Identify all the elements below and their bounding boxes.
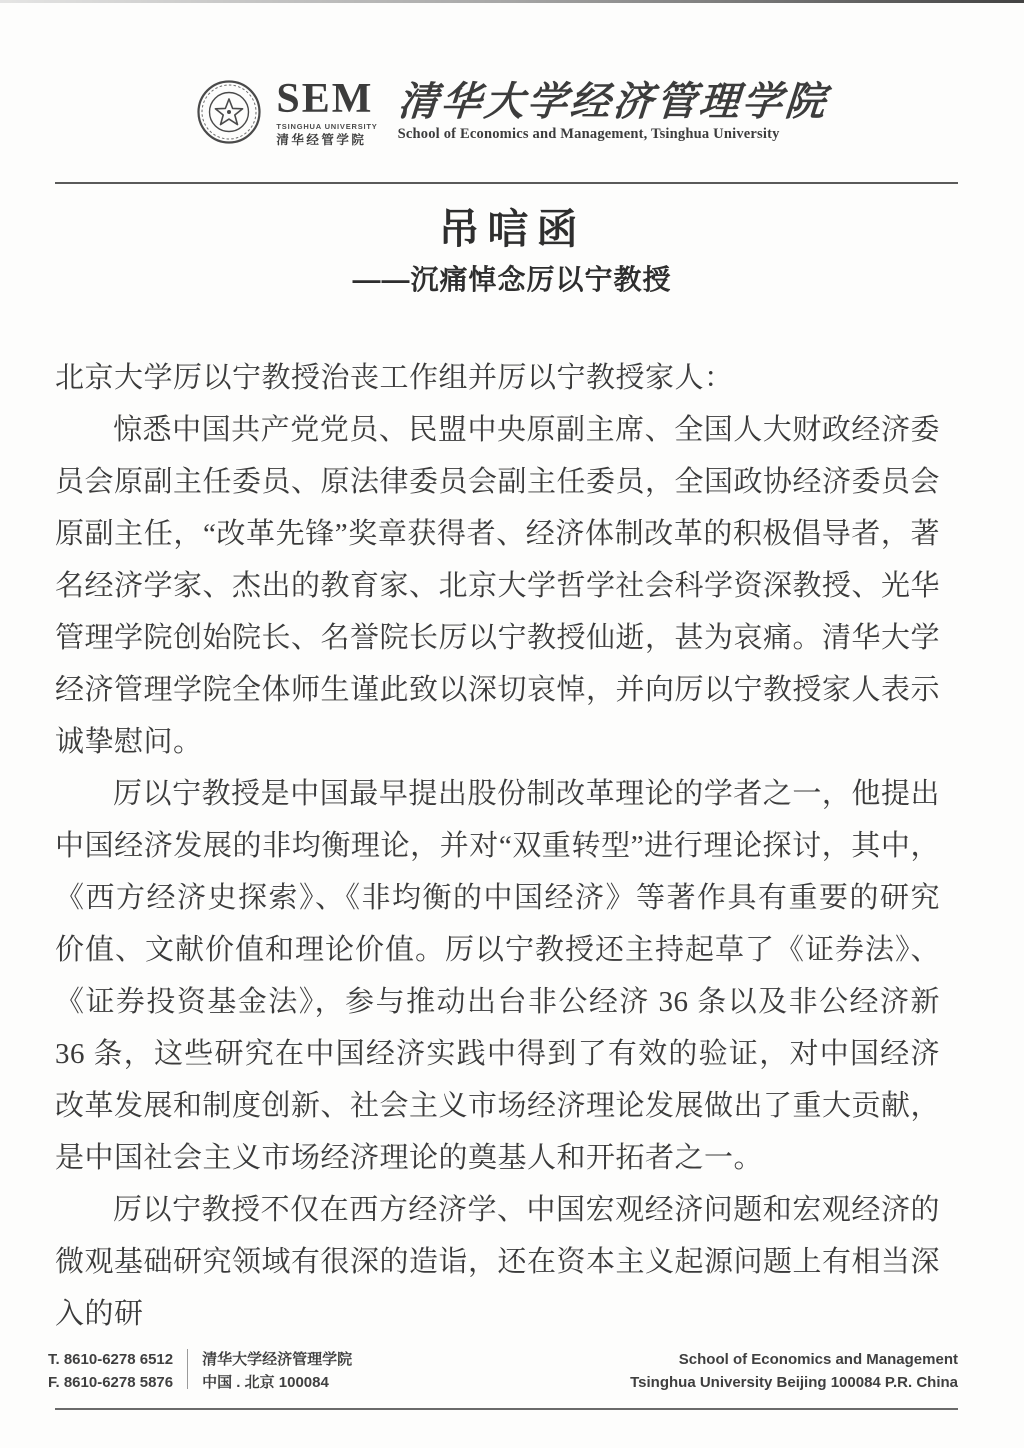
scan-artifact-top-edge: [0, 0, 1024, 3]
salutation-line: 北京大学厉以宁教授治丧工作组并厉以宁教授家人：: [55, 362, 734, 394]
body-paragraph-2: 厉以宁教授是中国最早提出股份制改革理论的学者之一，他提出中国经济发展的非均衡理论，并对“双重转型”进行理论探讨，其中，《西方经济史探索》、《非均衡的中国经济》等著作具有重要的研究价值、文献价值和理论价值。厉以宁教授还主持起草了《证券法》、《证券投资基金法》，参与推动出台非公经济 36 条以及非公经济新 36 条，这些研究在中国经济实践中得到了有效的验证，对中国经济改革发展和制度创新、社会主义市场经济理论发展做出了重大贡献，是中国社会主义市场经济理论的奠基人和开拓者之一。: [55, 778, 941, 1174]
letter-title: 吊唁函: [438, 206, 586, 252]
sem-logo-block: [276, 78, 377, 146]
footer-telephone: T. 8610-6278 6512: [48, 1351, 174, 1368]
footer-address-cn-line2: 中国 . 北京 100084: [202, 1374, 329, 1391]
letter-subtitle: ——沉痛悼念厉以宁教授: [352, 264, 672, 295]
body-paragraph-3: 厉以宁教授不仅在西方经济学、中国宏观经济问题和宏观经济的微观基础研究领域有很深的造诣，还在资本主义起源问题上有相当深入的研: [55, 1194, 941, 1330]
footer-divider-rule: [55, 1408, 958, 1410]
footer-address-english: [630, 1348, 958, 1394]
letterhead: [0, 78, 1024, 146]
letter-body: [55, 352, 940, 1340]
sem-subtitle-cn: 清华经管学院: [276, 132, 367, 147]
school-name-block: [396, 79, 830, 143]
footer-address-cn-line1: 清华大学经济管理学院: [202, 1351, 353, 1368]
tsinghua-seal-icon: [196, 79, 262, 145]
footer-address-chinese: [202, 1348, 352, 1394]
footer-fax: F. 8610-6278 5876: [48, 1374, 174, 1391]
footer-contact-block: [48, 1348, 173, 1394]
footer-vertical-divider: [187, 1349, 188, 1389]
header-divider-rule: [55, 182, 958, 184]
sem-acronym: SEM: [276, 76, 374, 122]
body-paragraph-1: 惊悉中国共产党党员、民盟中央原副主席、全国人大财政经济委员会原副主任委员、原法律委员会副主任委员，全国政协经济委员会原副主任，“改革先锋”奖章获得者、经济体制改革的积极倡导者，著名经济学家、杰出的教育家、北京大学哲学社会科学资深教授、光华管理学院创始院长、名誉院长厉以宁教授仙逝，甚为哀痛。清华大学经济管理学院全体师生谨此致以深切哀悼，并向厉以宁教授家人表示诚挚慰问。: [55, 414, 941, 758]
footer-address-en-line2: Tsinghua University Beijing 100084 P.R. China: [630, 1374, 958, 1391]
sem-subtitle-en: TSINGHUA UNIVERSITY: [276, 122, 378, 131]
letterhead-footer: [48, 1348, 958, 1394]
school-name-english: School of Economics and Management, Tsinghua University: [397, 126, 780, 143]
school-name-chinese: 清华大学经济管理学院: [396, 79, 830, 125]
footer-address-en-line1: School of Economics and Management: [678, 1351, 958, 1368]
